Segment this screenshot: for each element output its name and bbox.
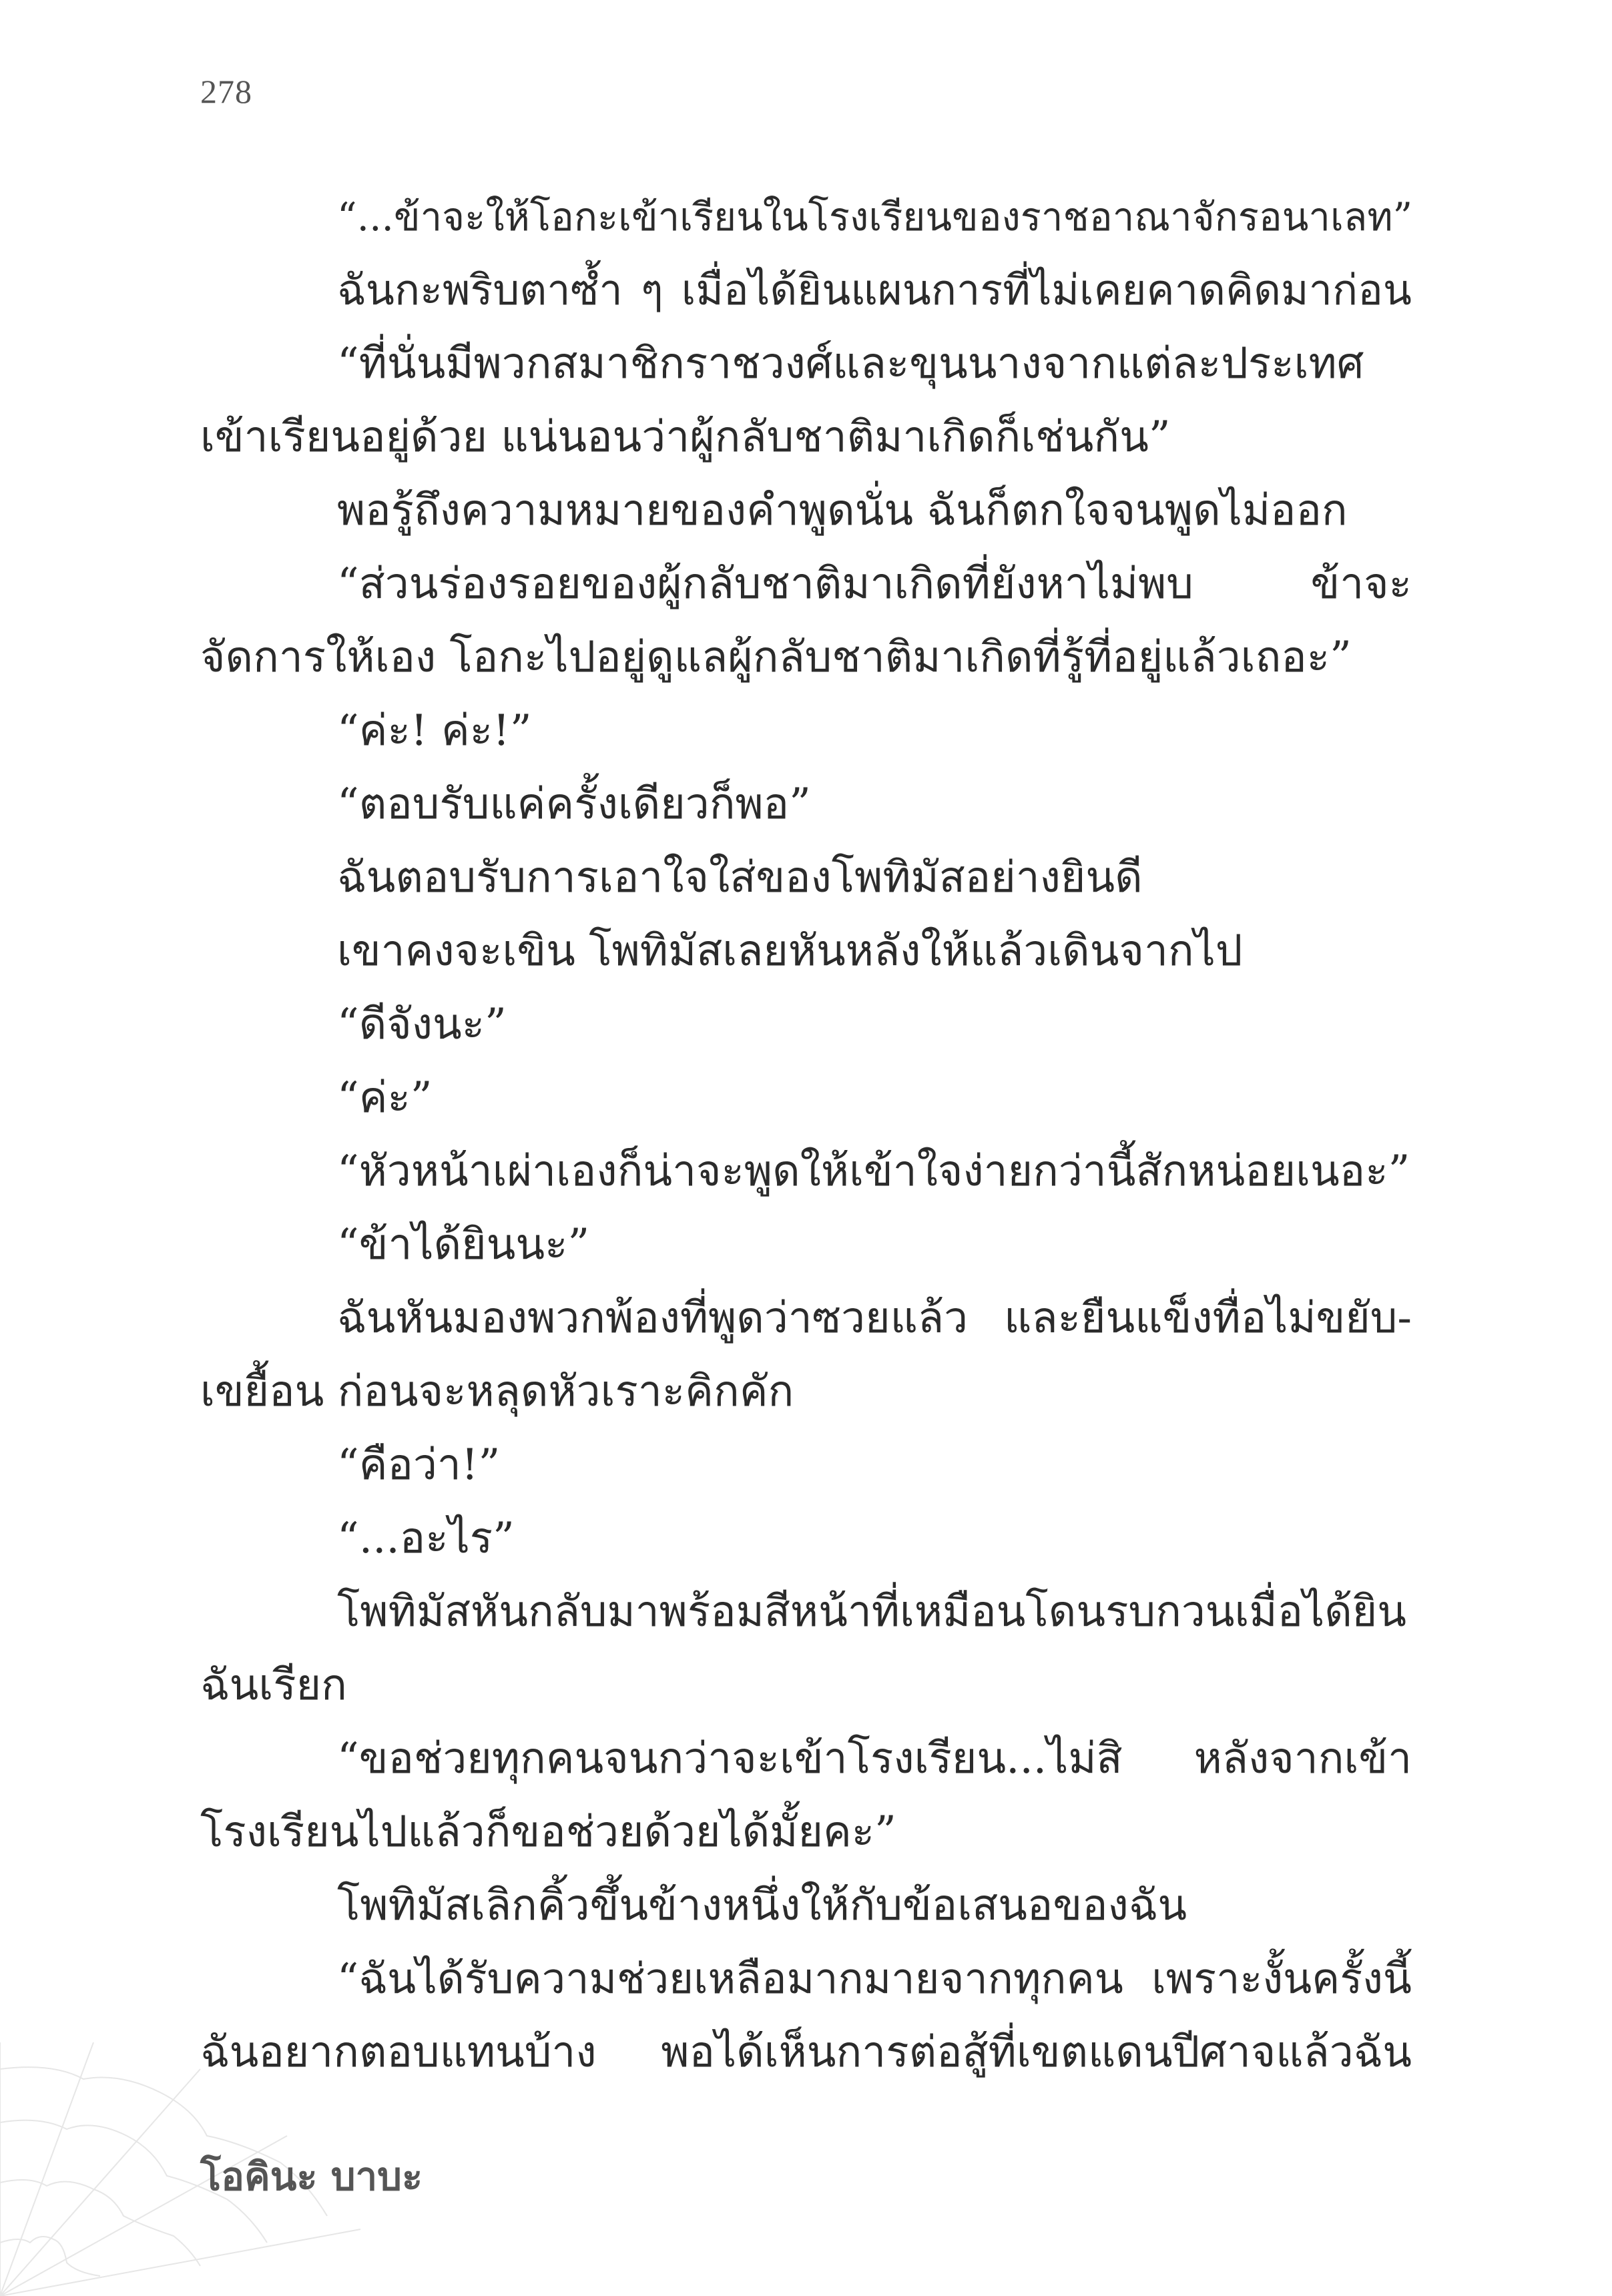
text-line: “ดีจังนะ” bbox=[337, 1000, 507, 1049]
text-line: ฉันตอบรับการเอาใจใส่ของโพทิมัสอย่างยินดี bbox=[337, 853, 1143, 902]
text-line: “ข้าได้ยินนะ” bbox=[337, 1220, 590, 1269]
text-line: “ค่ะ” bbox=[337, 1073, 433, 1123]
author-name: โอคินะ บาบะ bbox=[200, 2154, 423, 2199]
text-line: พอรู้ถึงความหมายของคำพูดนั่น ฉันก็ตกใจจนพูดไม่ออก bbox=[337, 486, 1348, 535]
text-line: โรงเรียนไปแล้วก็ขอช่วยด้วยได้มั้ยคะ” bbox=[200, 1807, 896, 1857]
text-line: “ฉันได้รับความช่วยเหลือมากมายจากทุกคน เพราะงั้นครั้งนี้ bbox=[337, 1954, 1412, 2003]
text-line: ฉันเรียก bbox=[200, 1661, 347, 1710]
text-line: “ตอบรับแค่ครั้งเดียวก็พอ” bbox=[337, 780, 811, 829]
text-line: “...ข้าจะให้โอกะเข้าเรียนในโรงเรียนของราชอาณาจักรอนาเลท” bbox=[337, 194, 1413, 240]
text-line: “ที่นั่นมีพวกสมาชิกราชวงศ์และขุนนางจากแต่ละประเทศ bbox=[337, 339, 1364, 388]
text-line: เขาคงจะเขิน โพทิมัสเลยหันหลังให้แล้วเดินจากไป bbox=[337, 926, 1243, 976]
text-line: จัดการให้เอง โอกะไปอยู่ดูแลผู้กลับชาติมาเกิดที่รู้ที่อยู่แล้วเถอะ” bbox=[200, 633, 1352, 682]
text-line: เข้าเรียนอยู่ด้วย แน่นอนว่าผู้กลับชาติมาเกิดก็เช่นกัน” bbox=[200, 412, 1171, 462]
text-line: “...อะไร” bbox=[337, 1514, 515, 1563]
text-line: “คือว่า!” bbox=[337, 1440, 501, 1490]
text-line: ฉันหันมองพวกพ้องที่พูดว่าซวยแล้ว และยืนแข็งทื่อไม่ขยับ- bbox=[337, 1294, 1412, 1343]
text-line: “ขอช่วยทุกคนจนกว่าจะเข้าโรงเรียน...ไม่สิ หลังจากเข้า bbox=[337, 1734, 1412, 1783]
text-line: “หัวหน้าเผ่าเองก็น่าจะพูดให้เข้าใจง่ายกว่านี้สักหน่อยเนอะ” bbox=[337, 1147, 1410, 1196]
text-line: ฉันกะพริบตาซ้ำ ๆ เมื่อได้ยินแผนการที่ไม่เคยคาดคิดมาก่อน bbox=[337, 266, 1412, 314]
page-number: 278 bbox=[200, 73, 252, 110]
text-line: ฉันอยากตอบแทนบ้าง พอได้เห็นการต่อสู้ที่เขตแดนปีศาจแล้วฉัน bbox=[200, 2028, 1412, 2077]
text-line: โพทิมัสหันกลับมาพร้อมสีหน้าที่เหมือนโดนรบกวนเมื่อได้ยิน bbox=[337, 1587, 1407, 1637]
text-line: เขยื้อน ก่อนจะหลุดหัวเราะคิกคัก bbox=[200, 1367, 794, 1416]
text-line: “ค่ะ! ค่ะ!” bbox=[337, 706, 532, 756]
text-line: “ส่วนร่องรอยของผู้กลับชาติมาเกิดที่ยังหาไม่พบ ข้าจะ bbox=[337, 559, 1412, 609]
text-line: โพทิมัสเลิกคิ้วขึ้นข้างหนึ่งให้กับข้อเสนอของฉัน bbox=[337, 1881, 1187, 1930]
